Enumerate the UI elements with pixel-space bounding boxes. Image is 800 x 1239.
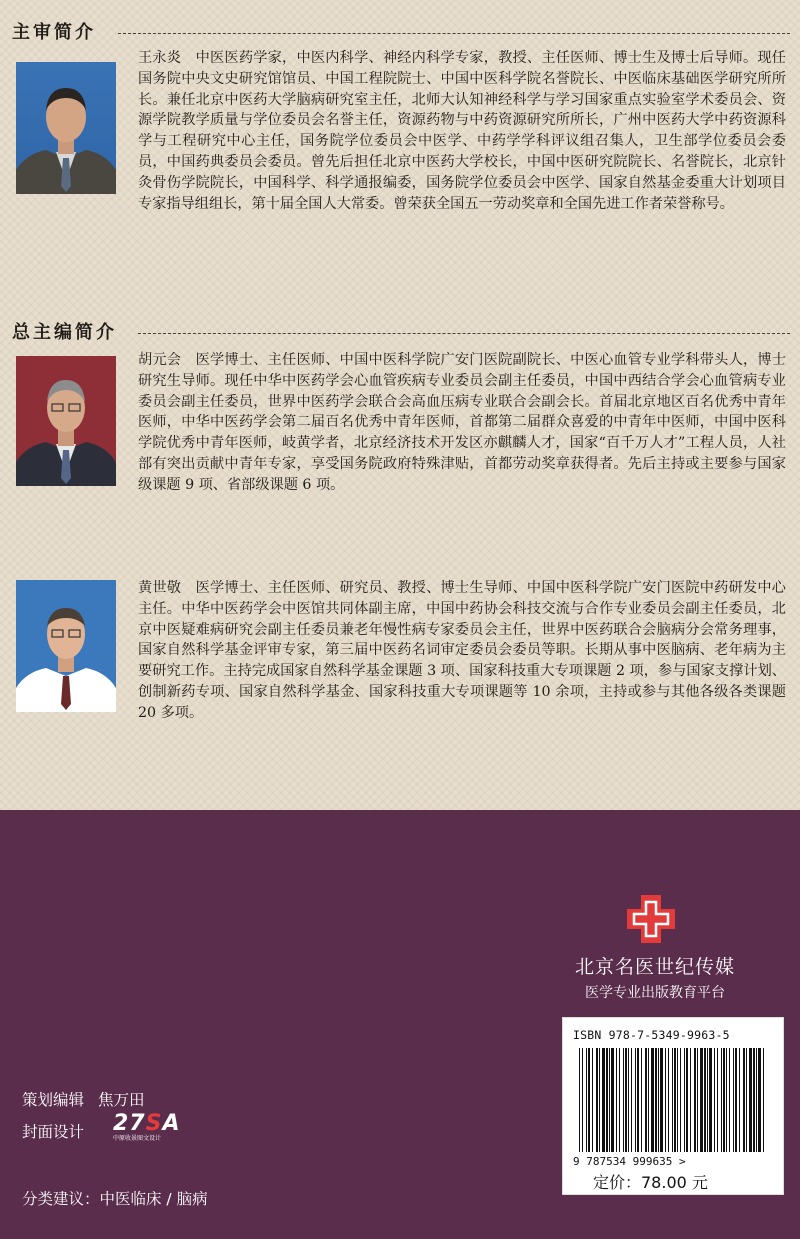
- design-logo-text: 27SA: [113, 1111, 181, 1136]
- cover-design-credit: [22, 1120, 84, 1142]
- reviewer-photo: [16, 62, 116, 194]
- editor-bio-2: 黄世敬 医学博士、主任医师、研究员、教授、博士生导师、中国中医科学院广安门医院中药研发中心主任。中华中医药学会中医馆共同体副主席，中国中药协会科技交流与合作专业委员会副主任委员，北京中医疑难病研究会副主任委员兼老年慢性病专家委员会主任，世界中医药联合会脑病分会常务理事，国家自然科学基金评审专家，第三届中医药名词审定委员会委员等职。长期从事中医脑病、老年病为主要研究工作。主持完成国家自然科学基金课题 3 项、国家科技重大专项课题 2 项，参与国家支撑计划、创制新药专项、国家自然科学基金、国家科技重大专项课题等 10 余项，主持或参与其他各级各类课题 20 多项。: [138, 580, 786, 721]
- barcode-icon: [579, 1048, 767, 1152]
- section-divider: [118, 33, 790, 34]
- publisher-subtitle: 医学专业出版教育平台: [585, 985, 725, 1001]
- planning-editor-name: 焦万田: [98, 1091, 145, 1109]
- editor-section-title: 总主编简介: [12, 322, 117, 343]
- editor-photo-1: [16, 356, 116, 486]
- planning-editor-label: 策划编辑: [22, 1091, 85, 1109]
- reviewer-section-title: 主审简介: [12, 22, 96, 43]
- planning-editor-credit: [22, 1088, 145, 1110]
- publisher-logo-icon: [625, 893, 677, 945]
- category-suggestion: 分类建议：中医临床 / 脑病: [22, 1190, 208, 1208]
- barcode-digits: 9 787534 999635 >: [573, 1155, 686, 1168]
- isbn-text: ISBN 978-7-5349-9963-5: [573, 1028, 730, 1042]
- editor-bio-1: 胡元会 医学博士、主任医师、中国中医科学院广安门医院副院长、中医心血管专业学科带头人，博士研究生导师。现任中华中医药学会心血管疾病专业委员会副主任委员，中国中西结合学会心血管病专业委员会副主任委员，世界中医药学会联合会高血压病专业联合会副会长。首届北京地区百名优秀中青年医师，中华中医药学会第二届百名优秀中青年医师，首都第二届群众喜爱的中青年中医师，中国中医科学院优秀中青年医师，岐黄学者，北京经济技术开发区亦麒麟人才，国家“百千万人才”工程人员，人社部有突出贡献中青年专家，享受国务院政府特殊津贴，首都劳动奖章获得者。先后主持或主要参与国家级课题 9 项、省部级课题 6 项。: [138, 352, 786, 493]
- barcode-panel: [562, 1017, 784, 1195]
- design-studio-logo: [113, 1113, 193, 1143]
- editor-photo-2: [16, 580, 116, 712]
- design-logo-subtext: 中原收景图文设计: [113, 1135, 162, 1142]
- price-label: 定价：78.00 元: [593, 1173, 708, 1192]
- cover-design-label: 封面设计: [22, 1123, 85, 1141]
- publisher-name: 北京名医世纪传媒: [574, 956, 735, 978]
- section-divider: [138, 333, 790, 334]
- reviewer-bio: 王永炎 中医医药学家，中医内科学、神经内科学专家，教授、主任医师、博士生及博士后导师。现任国务院中央文史研究馆馆员、中国工程院院士、中国中医科学院名誉院长、中医临床基础医学研究所所长。兼任北京中医药大学脑病研究室主任，北师大认知神经科学与学习国家重点实验室学术委员会、资源学院教学质量与学位委员会名誉主任，资源药物与中药资源研究所所长，广州中医药大学中药资源科学与工程研究中心主任，国务院学位委员会中医学、中药学学科评议组召集人，卫生部学位委员会委员，中国药典委员会委员。曾先后担任北京中医药大学校长，中国中医研究院院长、名誉院长，北京针灸骨伤学院院长，中国科学、科学通报编委，国务院学位委员会中医学、国家自然基金委重大计划项目专家指导组组长，第十届全国人大常委。曾荣获全国五一劳动奖章和全国先进工作者荣誉称号。: [138, 50, 786, 212]
